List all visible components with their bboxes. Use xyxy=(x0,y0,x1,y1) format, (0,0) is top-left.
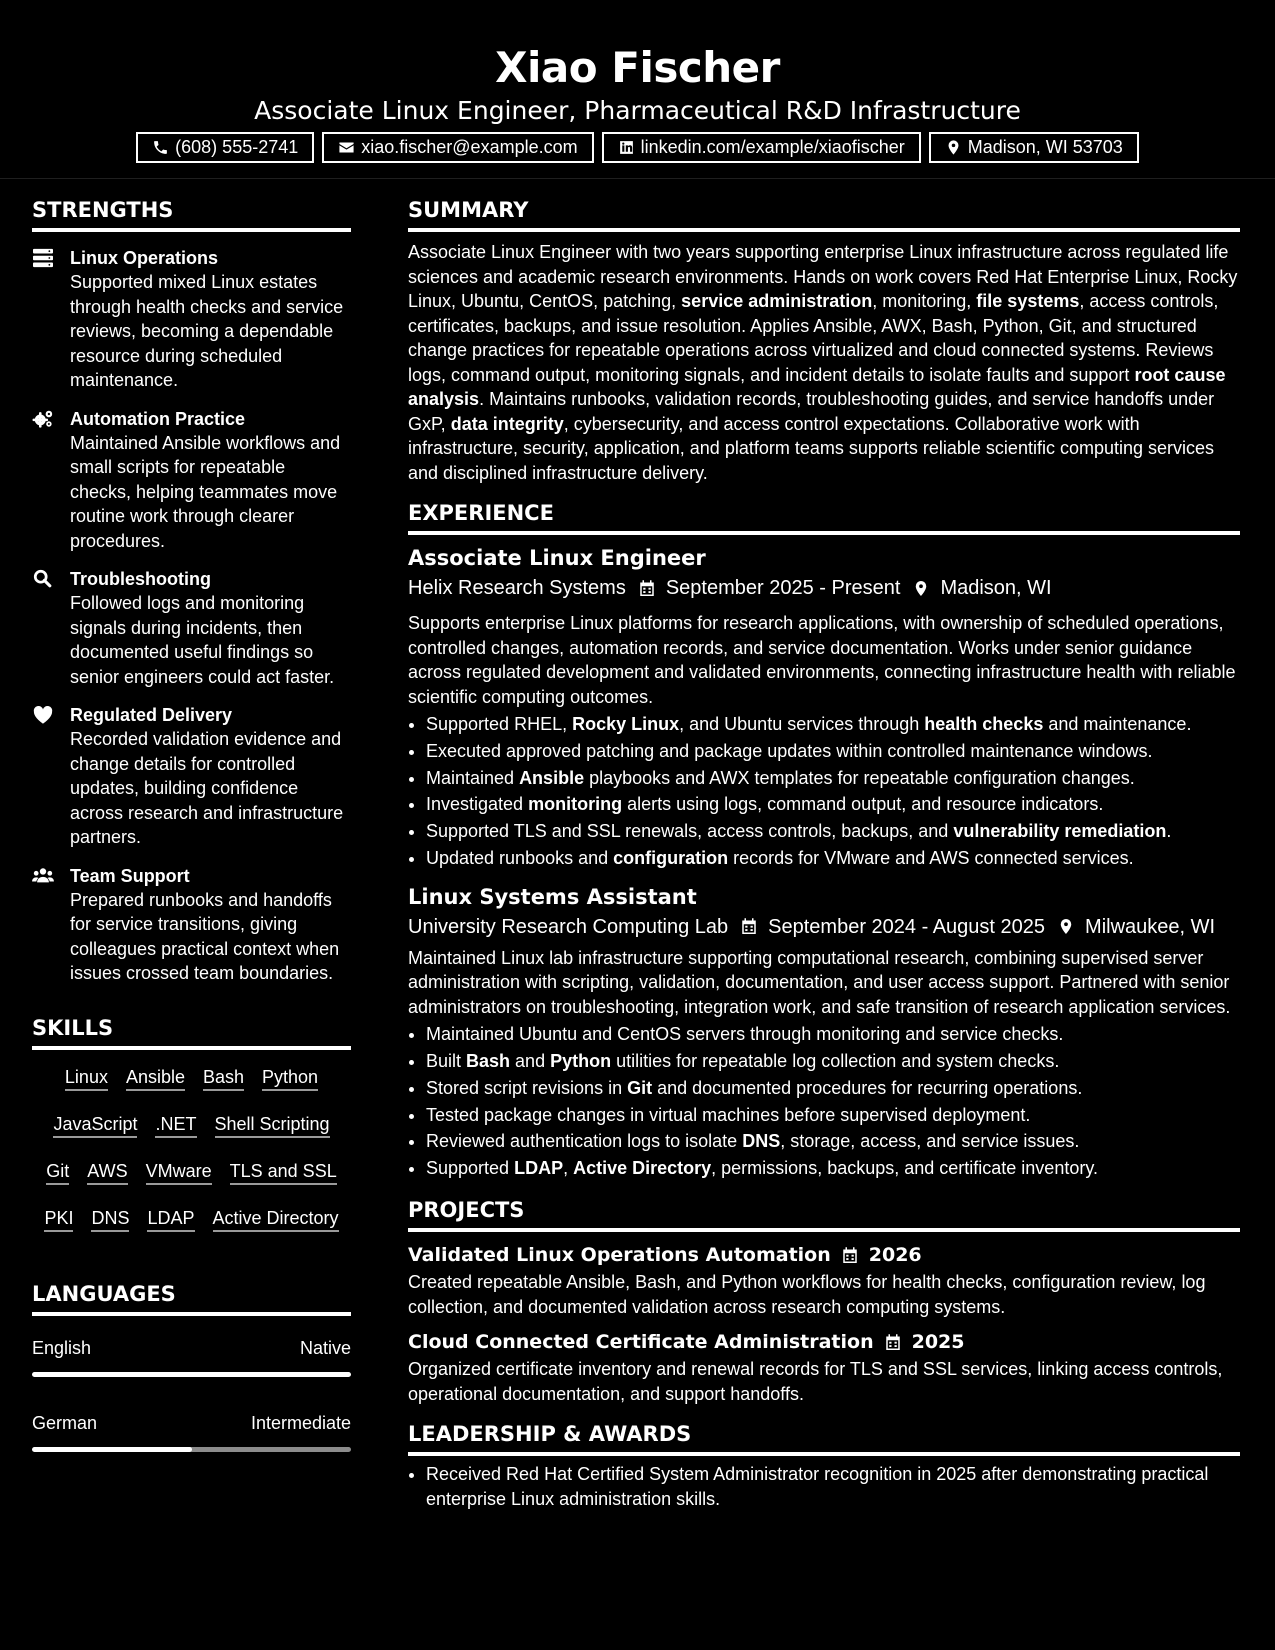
skill-tag: TLS and SSL xyxy=(230,1160,337,1185)
skill-tag: Git xyxy=(46,1160,69,1185)
bullet-item: • Executed approved patching and package updates within controlled maintenance windows. xyxy=(426,738,1240,765)
projects-heading: PROJECTS xyxy=(408,1196,1240,1232)
strength-desc: Prepared runbooks and handoffs for service transitions, giving colleagues practical context when issues crossed team boundaries. xyxy=(70,889,340,983)
summary-text: Associate Linux Engineer with two years supporting enterprise Linux infrastructure across regulated life sciences and academic research environments. Hands on work covers Red Hat Enterprise Linux, Rocky Linux, Ubuntu, CentOS, patching, service administration, monitoring, file systems, access controls, certificates, backups, and issue resolution. Applies Ansible, AWX, Bash, Python, Git, and structured change practices for repeatable operations across virtualized and cloud connected systems. Reviews logs, command output, monitoring signals, and incident details to isolate faults and support root cause analysis. Maintains runbooks, validation records, troubleshooting guides, and service handoffs under GxP, data integrity, cybersecurity, and access control expectations. Collaborative work with infrastructure, security, application, and platform teams supports reliable scientific computing services and disciplined infrastructure delivery. xyxy=(408,242,1238,483)
skill-tag: JavaScript xyxy=(53,1113,137,1138)
leadership-item: • Received Red Hat Certified System Administrator recognition in 2025 after demonstrating practical enterprise Linux administration skills. xyxy=(426,1462,1240,1511)
calendar-icon xyxy=(884,1333,902,1352)
job-bullets xyxy=(408,1021,1240,1182)
language-bar xyxy=(32,1447,351,1452)
skills-heading: SKILLS xyxy=(32,1014,351,1050)
language-name: German xyxy=(32,1412,98,1433)
bullet-item: • Supported TLS and SSL renewals, access controls, backups, and vulnerability remediation. xyxy=(426,818,1240,845)
bullet-item: • Investigated monitoring alerts using logs, command output, and resource indicators. xyxy=(426,791,1240,818)
strength-desc: Followed logs and monitoring signals during incidents, then documented useful findings so senior engineers could act faster. xyxy=(70,593,335,687)
leadership-heading: LEADERSHIP & AWARDS xyxy=(408,1420,1240,1456)
languages-section xyxy=(32,1280,351,1452)
leadership-list xyxy=(408,1462,1240,1511)
project-year: 2026 xyxy=(868,1244,922,1267)
bullet-item: • Supported RHEL, Rocky Linux, and Ubuntu services through health checks and maintenance. xyxy=(426,711,1240,738)
strength-desc: Maintained Ansible workflows and small scripts for repeatable checks, helping teammates move routine work through clearer procedures. xyxy=(70,432,341,551)
job-company: Helix Research Systems xyxy=(408,577,626,599)
candidate-title: Associate Linux Engineer, Pharmaceutical R&D Infrastructure xyxy=(254,96,1021,125)
server-icon xyxy=(32,248,54,268)
strength-item xyxy=(32,407,351,554)
right-column xyxy=(408,196,1240,1511)
contact-bar xyxy=(0,132,1275,163)
job-description: Supports enterprise Linux platforms for research applications, with ownership of scheduled operations, controlled changes, automation records, and service documentation. Works under senior guidance across regulated development and validated environments, connecting infrastructure health with reliable scientific computing outcomes. xyxy=(408,613,1236,707)
skills-section xyxy=(32,1014,351,1232)
search-icon xyxy=(32,569,54,589)
job-company: University Research Computing Lab xyxy=(408,915,729,938)
project-description: Created repeatable Ansible, Bash, and Python workflows for health checks, configuration review, log collection, and documented validation across research computing systems. xyxy=(408,1272,1206,1317)
experience-section xyxy=(408,499,1240,1182)
calendar-icon xyxy=(740,917,758,936)
location-icon xyxy=(945,139,962,156)
strengths-heading: STRENGTHS xyxy=(32,196,351,232)
job-dates: September 2024 - August 2025 xyxy=(768,915,1046,938)
strength-item xyxy=(32,567,351,689)
language-bar-fill xyxy=(32,1372,351,1377)
strength-title: Troubleshooting xyxy=(70,569,211,589)
location-icon xyxy=(1057,917,1075,936)
project-title: Validated Linux Operations Automation xyxy=(408,1244,831,1267)
job-meta xyxy=(408,912,1240,942)
skill-tag: LDAP xyxy=(147,1207,194,1232)
bullet-item: • Maintained Ansible playbooks and AWX templates for repeatable configuration changes. xyxy=(426,765,1240,792)
skill-tag: VMware xyxy=(146,1160,212,1185)
bullet-item: • Maintained Ubuntu and CentOS servers through monitoring and service checks. xyxy=(426,1021,1240,1048)
skill-tag: AWS xyxy=(87,1160,127,1185)
strength-title: Automation Practice xyxy=(70,408,246,429)
skill-tag: DNS xyxy=(91,1207,129,1232)
skill-tag: Ansible xyxy=(126,1066,185,1091)
languages-heading: LANGUAGES xyxy=(32,1280,351,1316)
summary-section xyxy=(408,196,1240,485)
language-level: Intermediate xyxy=(250,1412,351,1433)
contact-email[interactable] xyxy=(322,132,593,163)
summary-heading: SUMMARY xyxy=(408,196,1240,232)
job-entry xyxy=(408,543,1240,872)
job-description: Maintained Linux lab infrastructure supporting computational research, combining supervised server administration with scripting, validation, documentation, and user access support. Partnered with senior administrators on troubleshooting, integration work, and safe transition of research application services. xyxy=(408,947,1231,1017)
skill-tag: Shell Scripting xyxy=(215,1113,330,1138)
location-icon xyxy=(912,579,930,598)
left-column xyxy=(32,196,351,1452)
users-icon xyxy=(32,866,54,886)
job-entry xyxy=(408,882,1240,1182)
language-bar-fill xyxy=(32,1447,192,1452)
gears-icon xyxy=(32,409,54,429)
project-title: Cloud Connected Certificate Administration xyxy=(408,1331,874,1354)
projects-section xyxy=(408,1196,1240,1406)
project-year: 2025 xyxy=(911,1331,965,1354)
strength-title: Team Support xyxy=(70,865,190,886)
job-location: Madison, WI xyxy=(940,577,1052,599)
heart-icon xyxy=(32,705,54,725)
job-title: Associate Linux Engineer xyxy=(408,546,706,570)
calendar-icon xyxy=(638,579,656,598)
experience-heading: EXPERIENCE xyxy=(408,499,1240,535)
skill-tag: PKI xyxy=(44,1207,73,1232)
strength-desc: Supported mixed Linux estates through health checks and service reviews, becoming a dependable resource during scheduled maintenance. xyxy=(70,272,344,390)
job-location: Milwaukee, WI xyxy=(1085,915,1216,938)
contact-location-text: Madison, WI 53703 xyxy=(967,137,1123,157)
bullet-item: • Tested package changes in virtual machines before supervised deployment. xyxy=(426,1102,1240,1129)
candidate-name: Xiao Fischer xyxy=(495,43,780,92)
language-item xyxy=(32,1336,351,1377)
skill-tag: Bash xyxy=(203,1066,244,1091)
leadership-section xyxy=(408,1420,1240,1511)
skill-tag: Python xyxy=(262,1066,318,1091)
contact-location[interactable] xyxy=(929,132,1139,163)
language-level: Native xyxy=(299,1337,351,1358)
job-title: Linux Systems Assistant xyxy=(408,884,697,909)
language-bar xyxy=(32,1372,351,1377)
contact-linkedin[interactable] xyxy=(602,132,921,163)
project-item xyxy=(408,1327,1240,1406)
resume-header xyxy=(0,0,1275,179)
project-description: Organized certificate inventory and renewal records for TLS and SSL services, linking access controls, operational documentation, and support handoffs. xyxy=(408,1359,1223,1404)
contact-phone-text: (608) 555-2741 xyxy=(175,137,299,157)
strength-item xyxy=(32,864,351,986)
contact-phone[interactable] xyxy=(136,132,314,163)
skill-tag: Active Directory xyxy=(213,1207,339,1232)
project-item xyxy=(408,1240,1240,1319)
bullet-item: • Reviewed authentication logs to isolate DNS, storage, access, and service issues. xyxy=(426,1128,1240,1155)
skill-tag: Linux xyxy=(65,1066,108,1091)
phone-icon xyxy=(152,139,169,156)
language-item xyxy=(32,1411,351,1452)
bullet-item: • Built Bash and Python utilities for repeatable log collection and system checks. xyxy=(426,1048,1240,1075)
strength-title: Regulated Delivery xyxy=(70,705,233,725)
bullet-item: • Updated runbooks and configuration records for VMware and AWS connected services. xyxy=(426,845,1240,872)
contact-linkedin-text: linkedin.com/example/xiaofischer xyxy=(640,137,905,157)
skill-tag: .NET xyxy=(155,1113,196,1138)
language-name: English xyxy=(32,1337,92,1358)
calendar-icon xyxy=(841,1246,859,1265)
skills-list xyxy=(32,1066,351,1232)
mail-icon xyxy=(338,139,355,156)
strength-desc: Recorded validation evidence and change details for controlled updates, building confidence across research and infrastructure partners. xyxy=(70,729,344,847)
strengths-section xyxy=(32,196,351,986)
strength-title: Linux Operations xyxy=(70,248,219,268)
job-meta xyxy=(408,573,1240,603)
linkedin-icon xyxy=(618,139,635,156)
contact-email-text: xiao.fischer@example.com xyxy=(361,137,578,157)
bullet-item: • Stored script revisions in Git and documented procedures for recurring operations. xyxy=(426,1075,1240,1102)
strength-item xyxy=(32,246,351,393)
bullet-item: • Supported LDAP, Active Directory, permissions, backups, and certificate inventory. xyxy=(426,1155,1240,1182)
strength-item xyxy=(32,703,351,850)
job-dates: September 2025 - Present xyxy=(665,577,901,599)
job-bullets xyxy=(408,711,1240,872)
